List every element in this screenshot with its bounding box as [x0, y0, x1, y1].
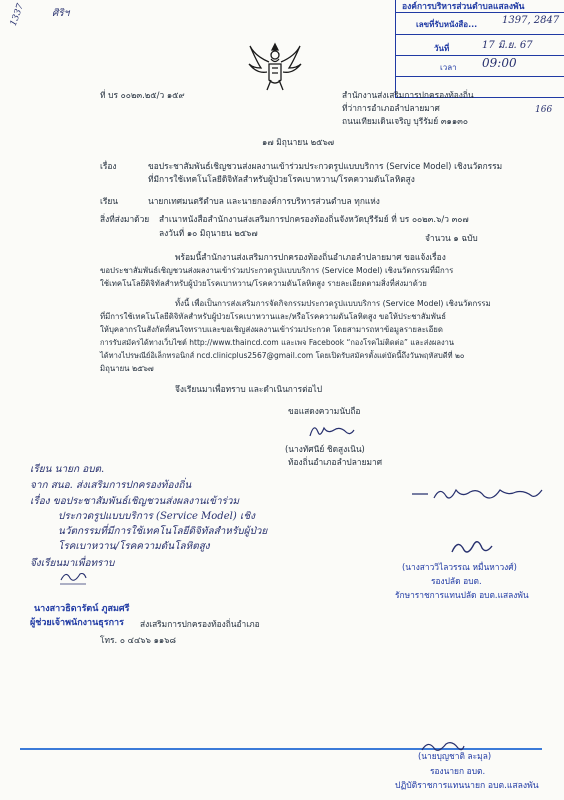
- margin-note-number: 1337: [8, 2, 27, 28]
- document-date: ๑๗ มิถุนายน ๒๕๖๗: [262, 137, 335, 147]
- stamp-agency: องค์การบริหารส่วนตำบลแสลงพัน: [402, 2, 525, 12]
- handwritten-line-3: เรื่อง ขอประชาสัมพันธ์เชิญชวนส่งผลงานเข้าร่วม: [30, 496, 240, 507]
- sender-line-3: ถนนเทียมเดินเจริญ บุรีรัมย์ ๓๑๑๓๐: [342, 116, 469, 126]
- signature-right-icon: [410, 484, 545, 504]
- signature-deputy-icon: [448, 534, 494, 560]
- stamp-time-label: เวลา: [440, 63, 457, 72]
- sender-line-2: ที่ว่าการอำเภอลำปลายมาศ: [342, 103, 440, 113]
- contact-phone: โทร. ๐ ๔๔๖๖ ๑๑๖๘: [100, 635, 176, 645]
- body-p2-line-5: ได้ทางไปรษณีย์อิเล็กทรอนิกส์ ncd.clinicplus2567@gmail.com โดยเปิดรับสมัครตั้งแต่บัดนี้ถึงวันพฤหัสบดีที่ ๒๐: [100, 351, 465, 360]
- deputy-title-1: รองปลัด อบต.: [431, 576, 482, 586]
- contact-office: ส่งเสริมการปกครองท้องถิ่นอำเภอ: [140, 619, 260, 629]
- body-p2-line-3: ให้บุคลากรในสังกัดที่สนใจทราบและขอเชิญส่งผลงานเข้าร่วมประกวด โดยสามารถหาข้อมูลรายละเอียด: [100, 325, 443, 334]
- stamp-time-value: 09:00: [482, 56, 517, 70]
- handwritten-line-7: จึงเรียนมาเพื่อทราบ: [30, 558, 115, 569]
- deputy-title-2: รักษาราชการแทนปลัด อบต.แสลงพัน: [395, 590, 529, 600]
- contact-name: นางสาวธิดารัตน์ ภูสมศรี: [34, 604, 130, 614]
- regards-text: ขอแสดงความนับถือ: [288, 406, 361, 416]
- signer-title: ท้องถิ่นอำเภอลำปลายมาศ: [288, 457, 383, 467]
- handwritten-line-5: นวัตกรรมที่มีการใช้เทคโนโลยีดิจิทัลสำหรับผู้ป่วย: [58, 526, 268, 537]
- stamp-receipt-value: 1397, 2847: [502, 15, 560, 26]
- stamp-date-value: 17 มิ.ย. 67: [482, 40, 533, 51]
- sender-line-1: สำนักงานส่งเสริมการปกครองท้องถิ่น: [342, 90, 474, 100]
- deputy-name: (นางสาววิไลวรรณ หมื่นหาวงศ์): [402, 562, 517, 572]
- enclosure-label: สิ่งที่ส่งมาด้วย: [100, 214, 150, 224]
- body-p2-line-6: มิถุนายน ๒๕๖๗: [100, 364, 154, 373]
- body-p1-line-2: ขอประชาสัมพันธ์เชิญชวนส่งผลงานเข้าร่วมประกวดรูปแบบบริการ (Service Model) เชิงนวัตกรรมที่มีการ: [100, 266, 454, 275]
- signer-name: (นางทัศนีย์ ชิดสูงเนิน): [285, 444, 365, 454]
- enclosure-line-2: ลงวันที่ ๑๐ มิถุนายน ๒๕๖๗: [159, 228, 258, 238]
- contact-title: ผู้ช่วยเจ้าพนักงานธุรการ: [30, 618, 124, 628]
- recipient-label: เรียน: [100, 196, 118, 206]
- margin-note-initial: ศิริฯ: [52, 8, 70, 19]
- body-p2-line-2: ที่มีการใช้เทคโนโลยีดิจิทัลสำหรับผู้ป่วยโรคเบาหวานและ/หรือโรคความดันโลหิตสูง ขอให้ประชาสัมพันธ์: [100, 312, 446, 321]
- body-p1-line-3: ใช้เทคโนโลยีดิจิทัลสำหรับผู้ป่วยโรคเบาหวาน/โรคความดันโลหิตสูง รายละเอียดตามสิ่งที่ส่งมาด้วย: [100, 279, 427, 288]
- handwritten-line-2: จาก สนอ. ส่งเสริมการปกครองท้องถิ่น: [30, 480, 192, 491]
- stamp-date-label: วันที่: [434, 44, 450, 53]
- receipt-stamp: [395, 0, 564, 98]
- enclosure-count: จำนวน ๑ ฉบับ: [425, 233, 478, 243]
- subject-line-1: ขอประชาสัมพันธ์เชิญชวนส่งผลงานเข้าร่วมประกวดรูปแบบบริการ (Service Model) เชิงนวัตกรรม: [148, 161, 503, 171]
- subject-label: เรื่อง: [100, 161, 117, 171]
- margin-note-right: 166: [535, 105, 553, 115]
- bottom-title-1: รองนายก อบต.: [430, 766, 486, 776]
- subject-line-2: ที่มีการใช้เทคโนโลยีดิจิทัลสำหรับผู้ป่วยโรคเบาหวาน/โรคความดันโลหิตสูง: [148, 174, 415, 184]
- handwritten-line-1: เรียน นายก อบต.: [30, 464, 105, 475]
- handwritten-line-4: ประกวดรูปแบบบริการ (Service Model) เชิง: [58, 511, 255, 522]
- handwritten-initial-icon: [58, 568, 88, 586]
- body-p1-line-1: พร้อมนี้สำนักงานส่งเสริมการปกครองท้องถิ่นอำเภอลำปลายมาศ ขอแจ้งเรื่อง: [175, 252, 446, 262]
- handwritten-line-6: โรคเบาหวาน/โรคความดันโลหิตสูง: [58, 541, 210, 552]
- body-p2-line-1: ทั้งนี้ เพื่อเป็นการส่งเสริมการจัดกิจกรรมประกวดรูปแบบบริการ (Service Model) เชิงนวัตกรรม: [175, 299, 491, 308]
- document-number: ที่ บร ๐๐๒๓.๒๕/ว ๑๕๙: [100, 90, 185, 100]
- signature-district-officer-icon: [306, 420, 356, 442]
- garuda-emblem-icon: [247, 40, 303, 92]
- bottom-name: (นายบุญชาติ ละมุล): [418, 751, 492, 761]
- enclosure-line-1: สำเนาหนังสือสำนักงานส่งเสริมการปกครองท้องถิ่นจังหวัดบุรีรัมย์ ที่ บร ๐๐๒๓.๖/ว ๓๐๗: [159, 214, 469, 224]
- bottom-title-2: ปฏิบัติราชการแทนนายก อบต.แสลงพัน: [395, 781, 539, 791]
- recipient-text: นายกเทศมนตรีตำบล และนายกองค์การบริหารส่วนตำบล ทุกแห่ง: [148, 196, 380, 206]
- stamp-receipt-label: เลขที่รับหนังสือ...: [416, 20, 478, 29]
- closing-line: จึงเรียนมาเพื่อทราบ และดำเนินการต่อไป: [175, 384, 323, 394]
- body-p2-line-4: การรับสมัครได้ทางเว็บไซต์ http://www.thaincd.com และเพจ Facebook “กองโรคไม่ติดต่อ” และส่งผลงาน: [100, 338, 454, 347]
